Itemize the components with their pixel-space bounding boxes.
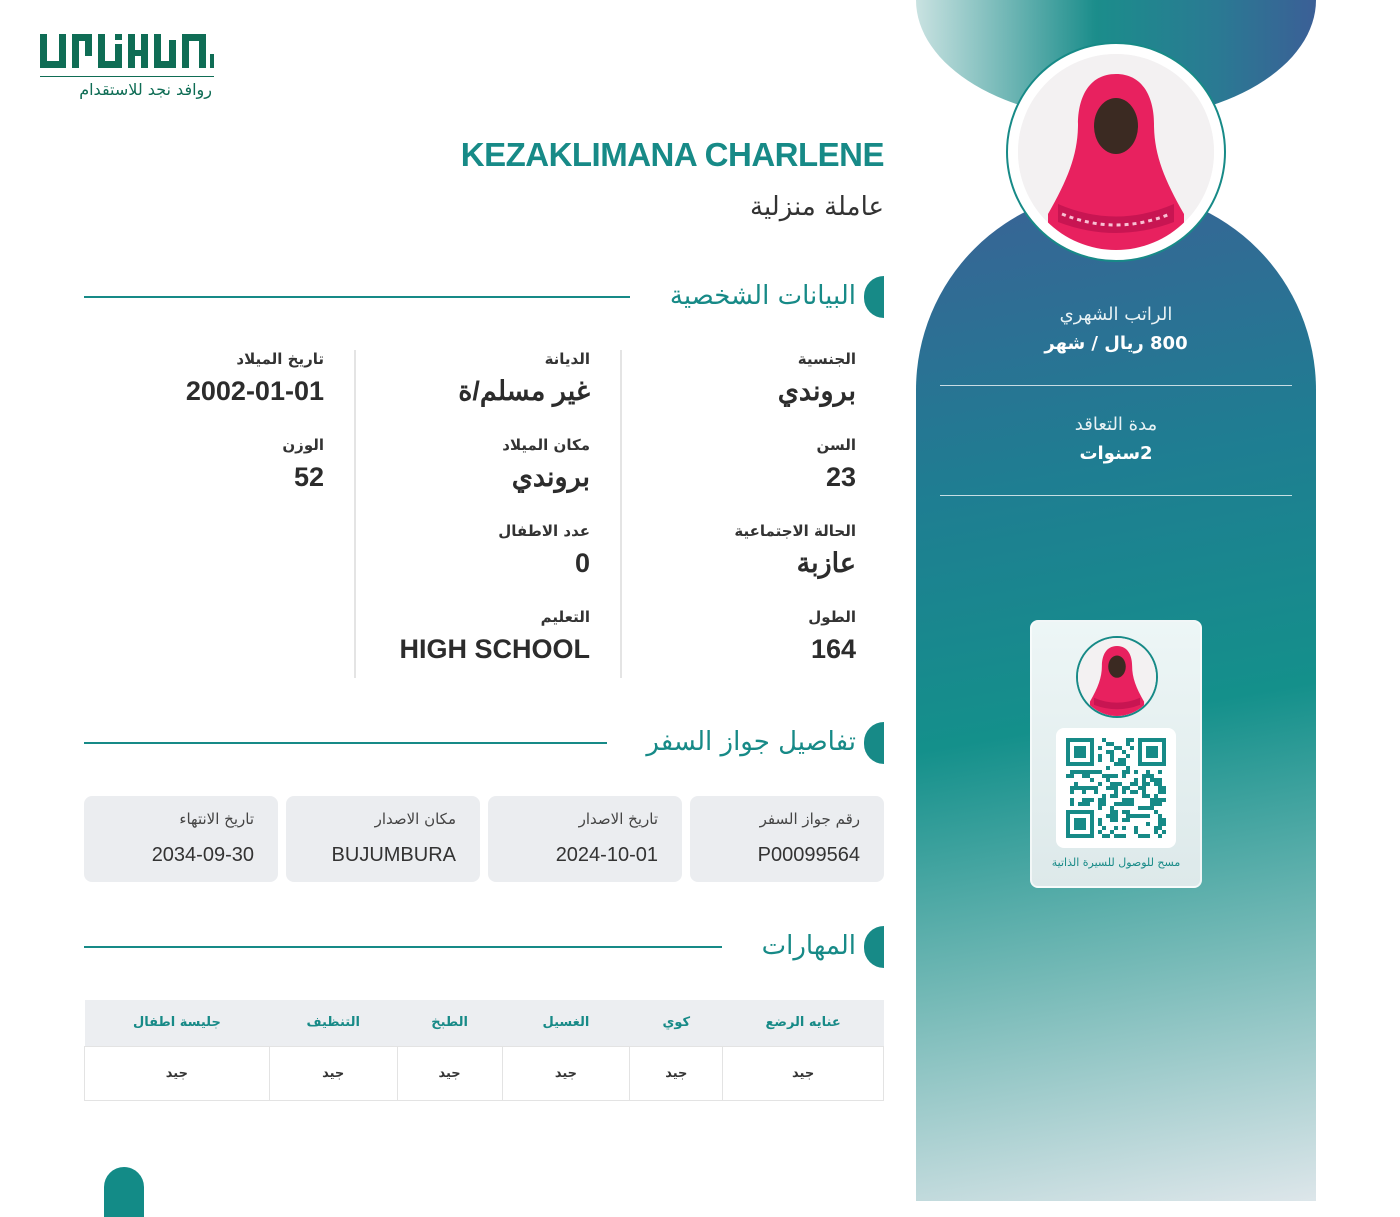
- person-photo-icon: [1018, 54, 1214, 250]
- personal-column-3: [90, 350, 324, 678]
- field-label: مكان الميلاد: [502, 436, 590, 454]
- field-nationality: [778, 350, 856, 407]
- panel-divider: [940, 495, 1292, 496]
- company-logo: [38, 30, 218, 105]
- field-height: [808, 608, 856, 665]
- skill-level: جيد: [630, 1046, 723, 1100]
- section-divider: [84, 742, 607, 744]
- field-value: غير مسلم/ة: [458, 376, 590, 406]
- qr-hint: مسح للوصول للسيرة الذاتية: [1051, 856, 1181, 869]
- skills-level-row: [85, 1046, 884, 1100]
- skill-header: التنظيف: [269, 1000, 397, 1046]
- field-value: 52: [293, 462, 324, 492]
- field-label: تاريخ الميلاد: [236, 350, 324, 368]
- field-label: الطول: [808, 608, 856, 626]
- field-value: بروندي: [777, 376, 856, 406]
- decorative-tab: [104, 1167, 144, 1217]
- section-passport-heading: [84, 722, 884, 764]
- field-label: الديانة: [544, 350, 590, 368]
- field-label: السن: [816, 436, 856, 454]
- contract-block: [940, 414, 1292, 464]
- passport-label: تاريخ الانتهاء: [179, 810, 254, 828]
- section-title: البيانات الشخصية: [669, 281, 856, 311]
- worker-name: KEZAKLIMANA CHARLENE: [460, 136, 884, 173]
- skill-level: جيد: [502, 1046, 630, 1100]
- passport-value: BUJUMBURA: [331, 844, 456, 866]
- skills-table: [84, 1000, 884, 1101]
- field-label: التعليم: [540, 608, 590, 626]
- skill-header: عنايه الرضع: [723, 1000, 884, 1046]
- field-label: الحالة الاجتماعية: [734, 522, 856, 540]
- logo-mark: [38, 30, 214, 72]
- profile-photo-image: [1018, 54, 1214, 250]
- field-label: الوزن: [282, 436, 324, 454]
- salary-block: [940, 304, 1292, 354]
- section-title: تفاصيل جواز السفر: [646, 727, 856, 757]
- passport-label: رقم جواز السفر: [759, 810, 860, 828]
- qr-code-icon: [1066, 738, 1166, 838]
- field-marital-status: [734, 522, 856, 579]
- section-divider: [84, 296, 630, 298]
- section-tab: [864, 722, 884, 764]
- passport-value: P00099564: [757, 844, 860, 866]
- field-value: 164: [810, 634, 856, 664]
- logo-rule: [40, 76, 214, 77]
- skills-header-row: [85, 1000, 884, 1046]
- person-photo-icon: [1078, 638, 1156, 716]
- field-value: عازبة: [796, 548, 856, 578]
- section-tab: [864, 276, 884, 318]
- field-religion: [458, 350, 590, 407]
- personal-column-2: [354, 350, 590, 678]
- qr-card: [1030, 620, 1202, 888]
- skill-header: كوي: [630, 1000, 723, 1046]
- salary-value: 800 ريال / شهر: [1044, 333, 1188, 354]
- panel-divider: [940, 385, 1292, 386]
- skill-level: جيد: [85, 1046, 270, 1100]
- section-title: المهارات: [761, 931, 856, 961]
- passport-issue-place-card: [286, 796, 480, 882]
- field-value: HIGH SCHOOL: [399, 634, 590, 664]
- skill-header: جليسة اطفال: [85, 1000, 270, 1046]
- section-skills-heading: [84, 926, 884, 968]
- logo-tagline: روافد نجد للاستقدام: [79, 80, 212, 99]
- skill-level: جيد: [723, 1046, 884, 1100]
- field-label: الجنسية: [797, 350, 856, 368]
- passport-value: 2034-09-30: [151, 844, 254, 866]
- field-education: [399, 608, 590, 665]
- section-personal-heading: [84, 276, 884, 318]
- skill-header: الغسيل: [502, 1000, 630, 1046]
- passport-label: مكان الاصدار: [374, 810, 456, 828]
- field-age: [816, 436, 856, 493]
- skill-level: جيد: [397, 1046, 502, 1100]
- passport-value: 2024-10-01: [555, 844, 658, 866]
- field-value: 0: [574, 548, 590, 578]
- passport-issue-date-card: [488, 796, 682, 882]
- qr-card-avatar: [1076, 636, 1158, 718]
- skill-header: الطبخ: [397, 1000, 502, 1046]
- field-value: 2002-01-01: [185, 376, 324, 406]
- field-value: بروندي: [511, 462, 590, 492]
- field-children: [498, 522, 590, 579]
- passport-label: تاريخ الاصدار: [578, 810, 658, 828]
- skill-level: جيد: [269, 1046, 397, 1100]
- field-birthplace: [502, 436, 590, 493]
- worker-job-title: عاملة منزلية: [750, 192, 884, 222]
- field-weight: [282, 436, 324, 493]
- field-value: 23: [825, 462, 856, 492]
- field-label: عدد الاطفال: [498, 522, 590, 540]
- section-divider: [84, 946, 722, 948]
- passport-expiry-card: [84, 796, 278, 882]
- contract-value: 2سنوات: [1079, 443, 1153, 464]
- contract-label: مدة التعاقد: [1074, 414, 1158, 435]
- personal-column-1: [620, 350, 856, 678]
- field-birthdate: [186, 350, 324, 407]
- section-tab: [864, 926, 884, 968]
- salary-label: الراتب الشهري: [1059, 304, 1173, 325]
- profile-photo: [1006, 42, 1226, 262]
- qr-code[interactable]: [1056, 728, 1176, 848]
- passport-number-card: [690, 796, 884, 882]
